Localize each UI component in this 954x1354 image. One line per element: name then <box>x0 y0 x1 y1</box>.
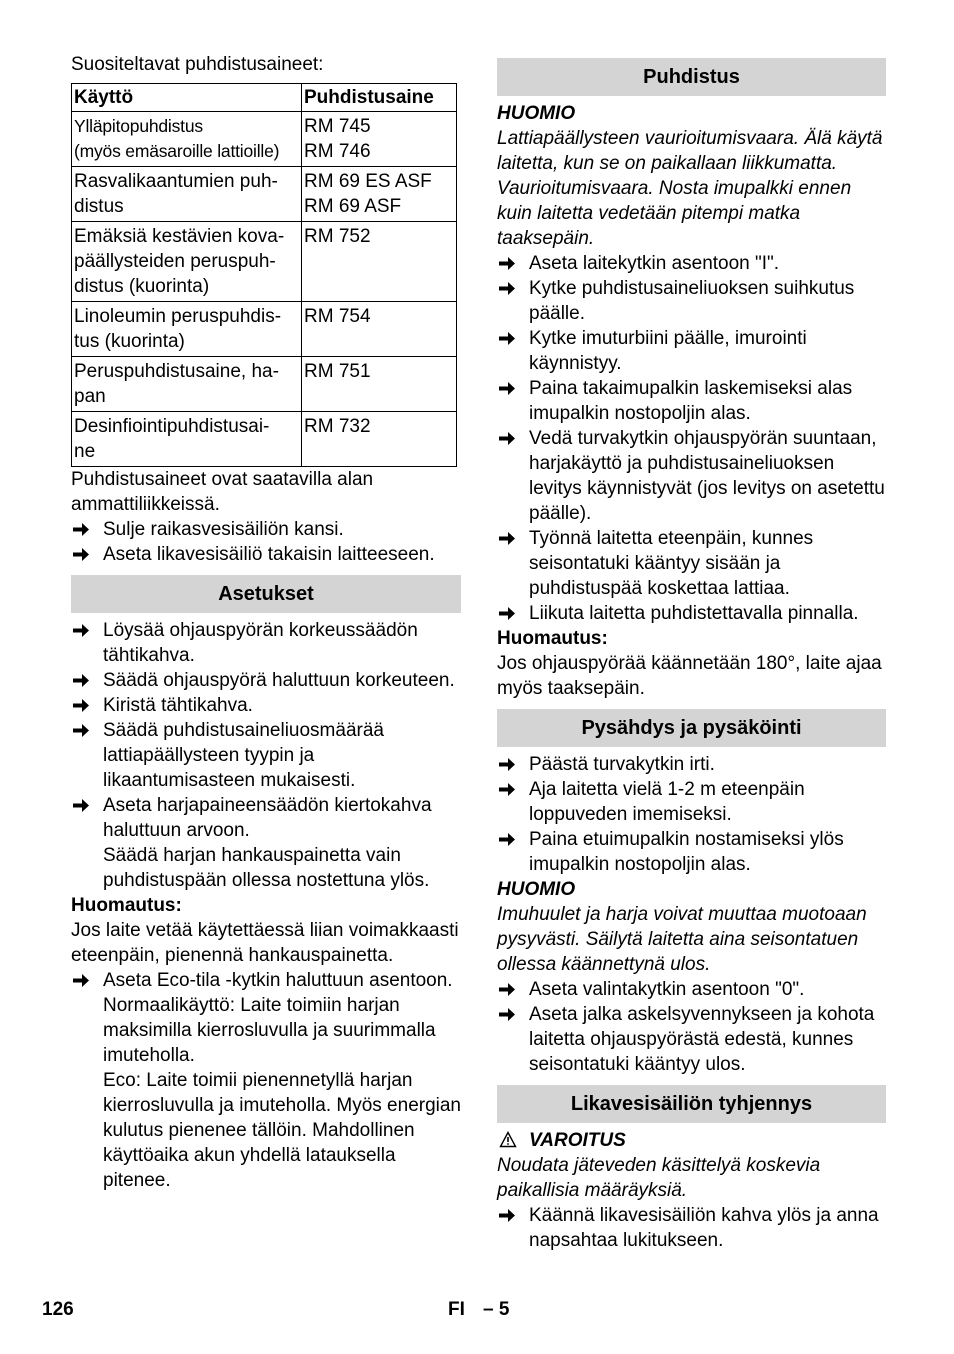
availability-note: Puhdistusaineet ovat saatavilla alan ammattiliikkeissä. <box>71 469 374 515</box>
page-number: 126 <box>42 1299 74 1320</box>
table-row <box>72 222 457 302</box>
caution-text: Lattiapäällysteen vaurioitumisvaara. Älä käytä laitetta, kun se on paikallaan liikkumatta. <box>497 128 883 174</box>
note-text: Jos laite vetää käytettäessä liian voimakkaasti eteenpäin, pienennä hankauspainetta. <box>71 920 459 966</box>
table-row <box>72 357 457 412</box>
note-label: Huomautus: <box>71 895 182 916</box>
note-text: Jos ohjauspyörää käännetään 180°, laite ajaa myös taaksepäin. <box>497 653 882 699</box>
section-heading-cleaning: Puhdistus <box>497 58 886 96</box>
arrow-right-icon <box>71 793 91 818</box>
right-column <box>497 52 886 1253</box>
list-item: Liikuta laitetta puhdistettavalla pinnalla. <box>497 601 886 626</box>
table-cell-use: Linoleumin peruspuhdis- tus (kuorinta) <box>72 302 302 357</box>
arrow-right-icon <box>497 1203 517 1228</box>
note-label: Huomautus: <box>497 628 608 649</box>
list-item: Aja laitetta vielä 1-2 m eteenpäin loppuveden imemiseksi. <box>497 777 886 827</box>
list-item: Aseta Eco-tila -kytkin haluttuun asentoon. <box>71 968 461 993</box>
table-cell-use: Peruspuhdistusaine, ha- pan <box>72 357 302 412</box>
table-cell-agent: RM 751 <box>302 357 457 412</box>
section-heading-settings: Asetukset <box>71 575 461 613</box>
arrow-right-icon <box>497 251 517 276</box>
list-item: Päästä turvakytkin irti. <box>497 752 886 777</box>
table-cell-agent: RM 752 <box>302 222 457 302</box>
eco-normal-description: Normaalikäyttö: Laite toimiin harjan maksimilla kierrosluvulla ja suurimmalla imuteholla. <box>103 995 436 1066</box>
list-item: Paina takaimupalkin laskemiseksi alas imupalkin nostopoljin alas. <box>497 376 886 426</box>
arrow-right-icon <box>497 426 517 451</box>
section-heading-stop-parking: Pysähdys ja pysäköinti <box>497 709 886 747</box>
list-item: Löysää ohjauspyörän korkeussäädön tähtikahva. <box>71 618 461 668</box>
list-item: Aseta harjapaineensäädön kiertokahva haluttuun arvoon. <box>71 793 461 843</box>
list-item: Aseta likavesisäiliö takaisin laitteeseen. <box>71 542 461 567</box>
table-cell-agent: RM 69 ES ASF RM 69 ASF <box>302 167 457 222</box>
table-cell-agent: RM 745 RM 746 <box>302 112 457 167</box>
table-header-agent: Puhdistusaine <box>302 84 457 112</box>
arrow-right-icon <box>71 968 91 993</box>
brush-pressure-note: Säädä harjan hankauspainetta vain puhdistuspään ollessa nostettuna ylös. <box>103 845 430 891</box>
recommended-agents-intro: Suositeltavat puhdistusaineet: <box>71 54 324 75</box>
table-header-row <box>72 84 457 112</box>
arrow-right-icon <box>497 526 517 551</box>
eco-mode-description: Eco: Laite toimii pienennetyllä harjan kierrosluvulla ja imuteholla. Myös energian kulutus pienenee tällöin. Mahdollinen käyttöaika akun yhdellä latauksella pitenee. <box>103 1070 462 1191</box>
table-cell-agent: RM 732 <box>302 412 457 467</box>
arrow-right-icon <box>71 542 91 567</box>
list-item: Vedä turvakytkin ohjauspyörän suuntaan, harjakäyttö ja puhdistusaineliuoksen levitys käynnistyvät (jos levitys on asetettu päälle). <box>497 426 886 526</box>
cleaning-agents-table <box>71 83 457 467</box>
table-cell-agent: RM 754 <box>302 302 457 357</box>
arrow-right-icon <box>497 276 517 301</box>
list-item: Kytke imuturbiini päälle, imurointi käynnistyy. <box>497 326 886 376</box>
arrow-right-icon <box>497 326 517 351</box>
caution-text: Imuhuulet ja harja voivat muuttaa muotoaan pysyvästi. Säilytä laitetta aina seisontatuen ollessa käännettynä ulos. <box>497 904 867 975</box>
table-row <box>72 112 457 167</box>
table-row <box>72 167 457 222</box>
page-reference: – 5 <box>483 1299 510 1320</box>
list-item: Käännä likavesisäiliön kahva ylös ja anna napsahtaa lukitukseen. <box>497 1203 886 1253</box>
table-cell-use: Desinfiointipuhdistusai- ne <box>72 412 302 467</box>
caution-text: Vaurioitumisvaara. Nosta imupalkki ennen kuin laitetta vedetään pitempi matka taaksepäin. <box>497 178 852 249</box>
arrow-right-icon <box>497 827 517 852</box>
arrow-right-icon <box>497 1002 517 1027</box>
warning-label: VAROITUS <box>497 1128 886 1153</box>
list-item: Sulje raikasvesisäiliön kansi. <box>71 517 461 542</box>
table-cell-use: Ylläpitopuhdistus (myös emäsaroille lattioille) <box>72 112 302 167</box>
list-item: Työnnä laitetta eteenpäin, kunnes seisontatuki kääntyy sisään ja puhdistuspää koskettaa lattiaa. <box>497 526 886 601</box>
table-cell-use: Emäksiä kestävien kova- päällysteiden peruspuh- distus (kuorinta) <box>72 222 302 302</box>
table-header-use: Käyttö <box>72 84 302 112</box>
list-item: Kytke puhdistusaineliuoksen suihkutus päälle. <box>497 276 886 326</box>
arrow-right-icon <box>71 668 91 693</box>
table-cell-use: Rasvalikaantumien puh- distus <box>72 167 302 222</box>
caution-label: HUOMIO <box>497 103 576 124</box>
table-row <box>72 412 457 467</box>
warning-triangle-icon <box>499 1131 517 1148</box>
table-row <box>72 302 457 357</box>
arrow-right-icon <box>497 777 517 802</box>
list-item: Paina etuimupalkin nostamiseksi ylös imupalkin nostopoljin alas. <box>497 827 886 877</box>
list-item: Aseta laitekytkin asentoon "I". <box>497 251 886 276</box>
arrow-right-icon <box>497 601 517 626</box>
list-item: Aseta jalka askelsyvennykseen ja kohota laitetta ohjauspyörästä edestä, kunnes seisontatuki kääntyy ulos. <box>497 1002 886 1077</box>
arrow-right-icon <box>71 618 91 643</box>
caution-label: HUOMIO <box>497 879 576 900</box>
arrow-right-icon <box>71 693 91 718</box>
list-item: Säädä puhdistusaineliuosmäärää lattiapäällysteen tyypin ja likaantumisasteen mukaisesti. <box>71 718 461 793</box>
arrow-right-icon <box>497 376 517 401</box>
arrow-right-icon <box>497 752 517 777</box>
arrow-right-icon <box>71 517 91 542</box>
section-heading-tank-emptying: Likavesisäiliön tyhjennys <box>497 1085 886 1123</box>
left-column <box>71 52 461 1193</box>
arrow-right-icon <box>71 718 91 743</box>
warning-text: Noudata jäteveden käsittelyä koskevia paikallisia määräyksiä. <box>497 1155 821 1201</box>
list-item: Säädä ohjauspyörä haluttuun korkeuteen. <box>71 668 461 693</box>
arrow-right-icon <box>497 977 517 1002</box>
language-code: FI <box>448 1299 465 1320</box>
list-item: Kiristä tähtikahva. <box>71 693 461 718</box>
list-item: Aseta valintakytkin asentoon "0". <box>497 977 886 1002</box>
